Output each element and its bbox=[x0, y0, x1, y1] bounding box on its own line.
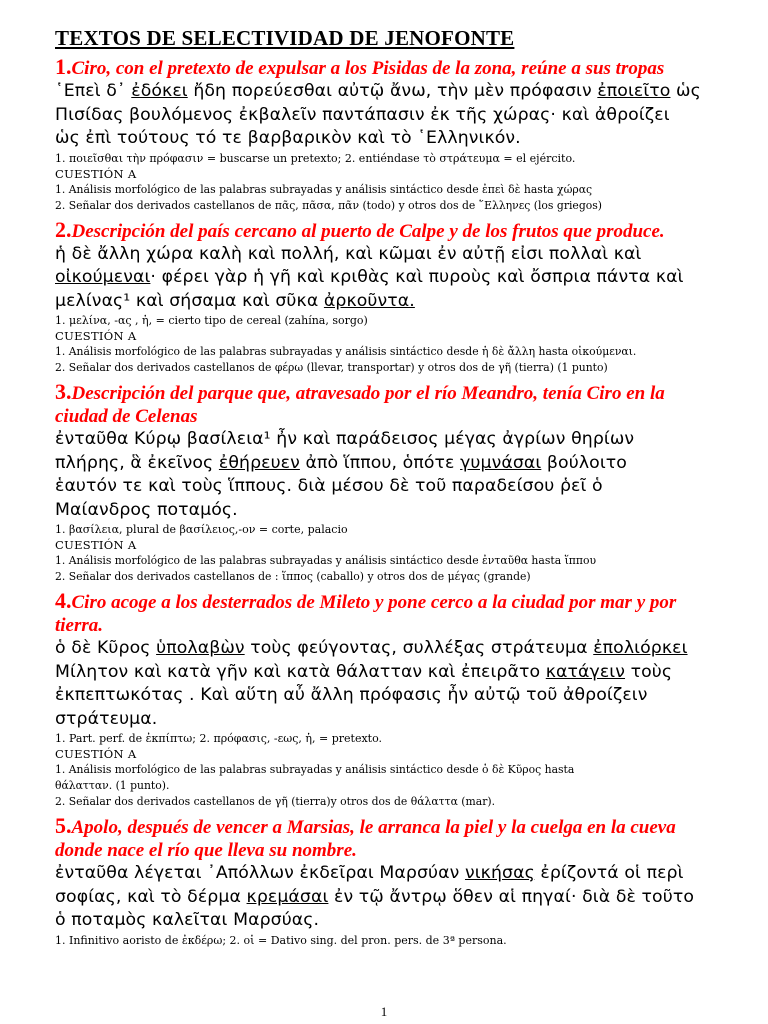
task-item: θάλατταν. (1 punto). bbox=[55, 779, 170, 792]
greek-text-line: ὁ δὲ Κῦρος ὑπολαβὼν τοὺς φεύγοντας, συλλέξας στράτευμα ἐπολιόρκει bbox=[55, 638, 688, 658]
section-number: 4. bbox=[55, 588, 72, 613]
sections-container bbox=[55, 55, 715, 949]
section-heading bbox=[55, 589, 715, 637]
task-item: 2. Señalar dos derivados castellanos de γῆ (tierra)y otros dos de θάλαττα (mar). bbox=[55, 795, 495, 808]
section-heading bbox=[55, 814, 715, 862]
cuestion-label: CUESTIÓN A bbox=[55, 538, 137, 552]
cuestion-label: CUESTIÓN A bbox=[55, 329, 137, 343]
section-number: 1. bbox=[55, 54, 72, 79]
section-heading-text: Ciro acoge a los desterrados de Mileto y pone cerco a la ciudad por mar y por tierra. bbox=[55, 592, 677, 636]
greek-text-line: οἰκούμεναι· φέρει γὰρ ἡ γῆ καὶ κριθὰς καὶ πυροὺς καὶ ὄσπρια πάντα καὶ bbox=[55, 267, 684, 287]
cuestion-label: CUESTIÓN A bbox=[55, 747, 137, 761]
document-page bbox=[55, 26, 715, 953]
section-heading bbox=[55, 380, 715, 428]
section-heading bbox=[55, 55, 715, 80]
task-item: 1. Análisis morfológico de las palabras subrayadas y análisis sintáctico desde ἡ δὲ ἄλλη hasta οἰκούμεναι. bbox=[55, 345, 637, 358]
footnote: 1. Infinitivo aoristo de ἐκδέρω; 2. οἱ = Dativo sing. del pron. pers. de 3ª persona. bbox=[55, 933, 507, 947]
section-heading-text: Descripción del parque que, atravesado por el río Meandro, tenía Ciro en la ciudad de Celenas bbox=[55, 383, 665, 427]
greek-text-line: πλήρης, ἃ ἐκεῖνος ἐθήρευεν ἀπὸ ἵππου, ὁπότε γυμνάσαι βούλοιτο bbox=[55, 452, 627, 473]
section-number: 3. bbox=[55, 379, 72, 404]
footnote: 1. Part. perf. de ἐκπίπτω; 2. πρόφασις, -εως, ἡ, = pretexto. bbox=[55, 732, 383, 745]
task-item: 1. Análisis morfológico de las palabras subrayadas y análisis sintáctico desde ἐνταῦθα hasta ἵππου bbox=[55, 554, 597, 567]
task-item: 2. Señalar dos derivados castellanos de πᾶς, πᾶσα, πᾶν (todo) y otros dos de ῞Ελληνες (los griegos) bbox=[55, 198, 602, 212]
page-number: 1 bbox=[380, 1004, 388, 1019]
greek-text-line: ἑαυτόν τε καὶ τοὺς ἵππους. διὰ μέσου δὲ τοῦ παραδείσου ῥεῖ ὁ bbox=[55, 476, 603, 496]
greek-text-line: ἐνταῦθα Κύρῳ βασίλεια¹ ἦν καὶ παράδεισος μέγας ἀγρίων θηρίων bbox=[55, 429, 635, 449]
footnote: 1. ποιεῖσθαι τὴν πρόφασιν = buscarse un pretexto; 2. entiéndase τὸ στράτευμα = el ejército. bbox=[55, 151, 576, 165]
text-section bbox=[55, 589, 715, 810]
section-heading bbox=[55, 218, 715, 243]
task-item: 1. Análisis morfológico de las palabras subrayadas y análisis sintáctico desde ὁ δὲ Κῦρος hasta bbox=[55, 763, 575, 776]
text-section bbox=[55, 55, 715, 214]
footnote: 1. μελίνα, -ας , ἡ, = cierto tipo de cereal (zahína, sorgo) bbox=[55, 314, 368, 327]
section-number: 5. bbox=[55, 813, 72, 838]
page-title: TEXTOS DE SELECTIVIDAD DE JENOFONTE bbox=[55, 26, 515, 50]
greek-text-line: ἐκπεπτωκότας . Καὶ αὕτη αὖ ἄλλη πρόφασις ἦν αὐτῷ τοῦ ἀθροίζειν bbox=[55, 685, 648, 705]
greek-text-line: στράτευμα. bbox=[55, 708, 158, 729]
greek-text-line: σοφίας, καὶ τὸ δέρμα κρεμάσαι ἐν τῷ ἄντρῳ ὅθεν αἱ πηγαί· διὰ δὲ τοῦτο bbox=[55, 886, 694, 907]
greek-text-line: Μαίανδρος ποταμός. bbox=[55, 499, 238, 520]
greek-text-line: ἡ δὲ ἄλλη χώρα καλὴ καὶ πολλή, καὶ κῶμαι ἐν αὐτῇ εἰσι πολλαὶ καὶ bbox=[55, 243, 642, 264]
section-heading-text: Apolo, después de vencer a Marsias, le arranca la piel y la cuelga en la cueva donde nace el río que lleva su nombre. bbox=[55, 817, 676, 861]
task-item: 2. Señalar dos derivados castellanos de φέρω (llevar, transportar) y otros dos de γῆ (tierra) (1 punto) bbox=[55, 361, 608, 374]
greek-text-line: ὁ ποταμὸς καλεῖται Μαρσύας. bbox=[55, 910, 320, 930]
greek-text-line: Μίλητον καὶ κατὰ γῆν καὶ κατὰ θάλατταν καὶ ἐπειρᾶτο κατάγειν τοὺς bbox=[55, 661, 673, 682]
greek-text-line: Πισίδας βουλόμενος ἐκβαλεῖν παντάπασιν ἐκ τῆς χώρας· καὶ ἀθροίζει bbox=[55, 104, 670, 125]
greek-text-line: ῾Επεὶ δ᾽ ἐδόκει ἤδη πορεύεσθαι αὐτῷ ἄνω, τὴν μὲν πρόφασιν ἐποιεῖτο ὡς bbox=[55, 81, 701, 101]
greek-text-line: μελίνας¹ καὶ σήσαμα καὶ σῦκα ἀρκοῦντα. bbox=[55, 290, 415, 311]
section-heading-text: Ciro, con el pretexto de expulsar a los Pisidas de la zona, reúne a sus tropas bbox=[71, 58, 665, 79]
section-heading-text: Descripción del país cercano al puerto de Calpe y de los frutos que produce. bbox=[71, 220, 665, 242]
text-section bbox=[55, 380, 715, 585]
text-section bbox=[55, 218, 715, 377]
text-section bbox=[55, 814, 715, 949]
greek-text-line: ἐνταῦθα λέγεται ᾽Απόλλων ἐκδεῖραι Μαρσύαν νικήσας ἐρίζοντά οἱ περὶ bbox=[55, 863, 684, 883]
footnote: 1. βασίλεια, plural de βασίλειος,-ον = corte, palacio bbox=[55, 523, 348, 536]
task-item: 1. Análisis morfológico de las palabras subrayadas y análisis sintáctico desde ἐπεὶ δὲ hasta χώρας bbox=[55, 182, 593, 196]
section-number: 2. bbox=[55, 216, 72, 242]
cuestion-label: CUESTIÓN A bbox=[55, 166, 137, 181]
greek-text-line: ὡς ἐπὶ τούτους τό τε βαρβαρικὸν καὶ τὸ ῾Ελληνικόν. bbox=[55, 128, 521, 148]
task-item: 2. Señalar dos derivados castellanos de : ἵππος (caballo) y otros dos de μέγας (grande) bbox=[55, 570, 531, 583]
